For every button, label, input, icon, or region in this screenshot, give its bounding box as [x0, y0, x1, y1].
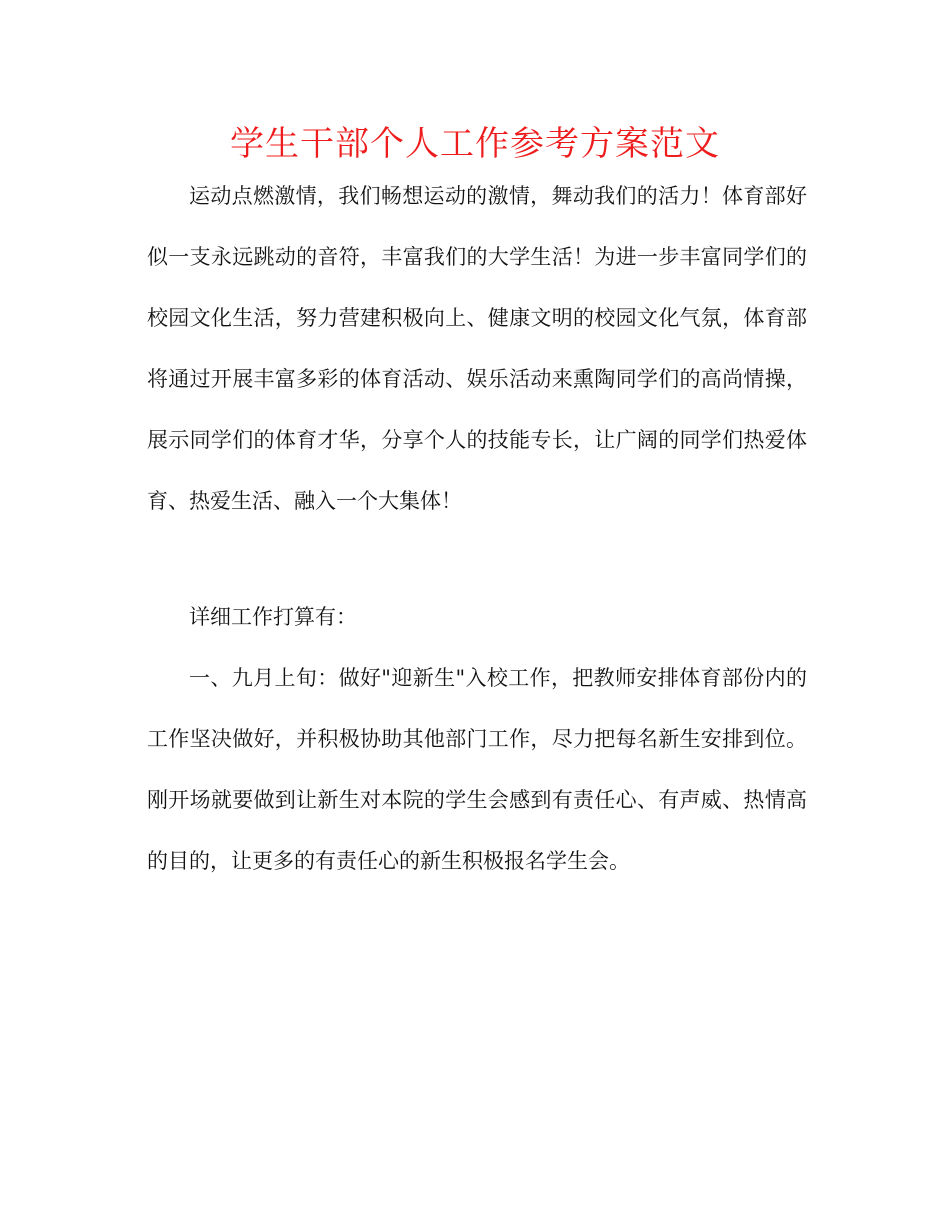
paragraph-block-intro — [147, 166, 807, 532]
paragraph-block-september — [147, 648, 807, 892]
paragraph-september: 一、九月上旬：做好"迎新生"入校工作，把教师安排体育部份内的工作坚决做好，并积极协助其他部门工作，尽力把每名新生安排到位。刚开场就要做到让新生对本院的学生会感到有责任心、有声威、热情高的目的，让更多的有责任心的新生积极报名学生会。 — [147, 666, 807, 873]
paragraph-plan-heading: 详细工作打算有： — [189, 605, 357, 629]
paragraph-block-plan-heading — [147, 587, 807, 648]
document-title: 学生干部个人工作参考方案范文 — [230, 124, 720, 164]
paragraph-intro: 运动点燃激情，我们畅想运动的激情，舞动我们的活力！体育部好似一支永远跳动的音符，丰富我们的大学生活！为进一步丰富同学们的校园文化生活，努力营建积极向上、健康文明的校园文化气氛，体育部将通过开展丰富多彩的体育活动、娱乐活动来熏陶同学们的高尚情操，展示同学们的体育才华，分享个人的技能专长，让广阔的同学们热爱体育、热爱生活、融入一个大集体！ — [147, 184, 807, 513]
